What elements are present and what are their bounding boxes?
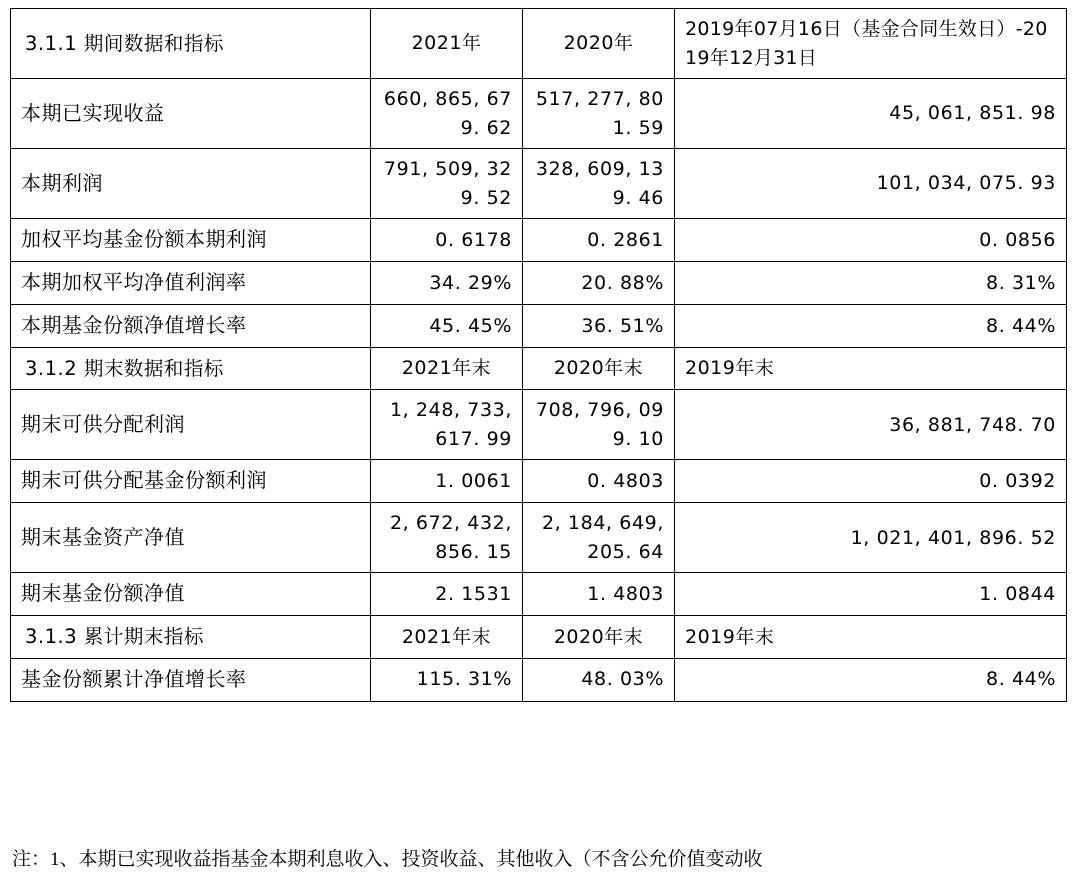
financial-indicators-table bbox=[10, 8, 1067, 702]
table-footnote: 注：1、本期已实现收益指基金本期利息收入、投资收益、其他收入（不含公允价值变动收 bbox=[12, 849, 763, 871]
row-label: 本期加权平均净值利润率 bbox=[11, 262, 371, 305]
table-row bbox=[11, 149, 1067, 219]
row-value-2021: 660, 865, 679. 62 bbox=[371, 79, 523, 149]
section-title-312: 3.1.2 期末数据和指标 bbox=[11, 348, 371, 390]
row-value-2019: 1, 021, 401, 896. 52 bbox=[675, 503, 1067, 573]
row-value-2020: 1. 4803 bbox=[523, 573, 675, 616]
row-label: 加权平均基金份额本期利润 bbox=[11, 219, 371, 262]
row-label: 期末可供分配基金份额利润 bbox=[11, 460, 371, 503]
row-value-2021: 1, 248, 733, 617. 99 bbox=[371, 390, 523, 460]
section-311-col-2021: 2021年 bbox=[371, 9, 523, 79]
row-value-2019: 8. 44% bbox=[675, 305, 1067, 348]
row-value-2021: 2. 1531 bbox=[371, 573, 523, 616]
section-313-col-2020: 2020年末 bbox=[523, 616, 675, 658]
row-value-2019: 1. 0844 bbox=[675, 573, 1067, 616]
row-value-2020: 48. 03% bbox=[523, 658, 675, 701]
row-value-2021: 115. 31% bbox=[371, 658, 523, 701]
row-value-2019: 0. 0856 bbox=[675, 219, 1067, 262]
section-313-col-2019: 2019年末 bbox=[675, 616, 1067, 658]
row-value-2020: 36. 51% bbox=[523, 305, 675, 348]
table-row bbox=[11, 219, 1067, 262]
row-value-2020: 0. 4803 bbox=[523, 460, 675, 503]
row-label: 本期利润 bbox=[11, 149, 371, 219]
row-value-2019: 45, 061, 851. 98 bbox=[675, 79, 1067, 149]
row-value-2021: 791, 509, 329. 52 bbox=[371, 149, 523, 219]
section-311-col-2020: 2020年 bbox=[523, 9, 675, 79]
section-312-col-2020: 2020年末 bbox=[523, 348, 675, 390]
section-312-col-2021: 2021年末 bbox=[371, 348, 523, 390]
row-value-2021: 0. 6178 bbox=[371, 219, 523, 262]
row-value-2020: 708, 796, 099. 10 bbox=[523, 390, 675, 460]
section-311-col-2019: 2019年07月16日（基金合同生效日）-2019年12月31日 bbox=[675, 9, 1067, 79]
row-value-2021: 45. 45% bbox=[371, 305, 523, 348]
row-value-2020: 2, 184, 649, 205. 64 bbox=[523, 503, 675, 573]
row-value-2020: 517, 277, 801. 59 bbox=[523, 79, 675, 149]
section-title-311: 3.1.1 期间数据和指标 bbox=[11, 9, 371, 79]
table-row bbox=[11, 503, 1067, 573]
table-row bbox=[11, 460, 1067, 503]
row-label: 期末可供分配利润 bbox=[11, 390, 371, 460]
table-row bbox=[11, 79, 1067, 149]
row-label: 期末基金资产净值 bbox=[11, 503, 371, 573]
table-row bbox=[11, 262, 1067, 305]
table-section-header-row bbox=[11, 9, 1067, 79]
table-row bbox=[11, 305, 1067, 348]
row-value-2019: 36, 881, 748. 70 bbox=[675, 390, 1067, 460]
row-value-2019: 8. 44% bbox=[675, 658, 1067, 701]
row-value-2021: 34. 29% bbox=[371, 262, 523, 305]
row-value-2020: 20. 88% bbox=[523, 262, 675, 305]
row-value-2020: 328, 609, 139. 46 bbox=[523, 149, 675, 219]
row-value-2019: 101, 034, 075. 93 bbox=[675, 149, 1067, 219]
row-label: 期末基金份额净值 bbox=[11, 573, 371, 616]
table-row bbox=[11, 390, 1067, 460]
row-value-2021: 1. 0061 bbox=[371, 460, 523, 503]
table-section-header-row bbox=[11, 616, 1067, 658]
row-label: 本期已实现收益 bbox=[11, 79, 371, 149]
section-title-313: 3.1.3 累计期末指标 bbox=[11, 616, 371, 658]
table-row bbox=[11, 573, 1067, 616]
row-value-2019: 0. 0392 bbox=[675, 460, 1067, 503]
section-312-col-2019: 2019年末 bbox=[675, 348, 1067, 390]
row-value-2019: 8. 31% bbox=[675, 262, 1067, 305]
table-section-header-row bbox=[11, 348, 1067, 390]
row-value-2020: 0. 2861 bbox=[523, 219, 675, 262]
row-label: 基金份额累计净值增长率 bbox=[11, 658, 371, 701]
section-313-col-2021: 2021年末 bbox=[371, 616, 523, 658]
table-row bbox=[11, 658, 1067, 701]
row-value-2021: 2, 672, 432, 856. 15 bbox=[371, 503, 523, 573]
row-label: 本期基金份额净值增长率 bbox=[11, 305, 371, 348]
